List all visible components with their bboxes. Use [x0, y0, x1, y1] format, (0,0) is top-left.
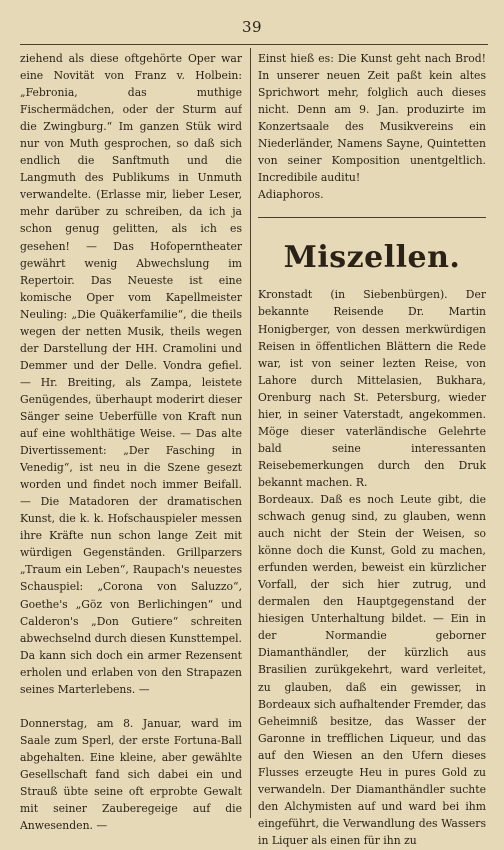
right-column [258, 50, 486, 849]
author-signature: Adiaphoros. [258, 188, 324, 202]
section-heading: Miszellen. [283, 240, 461, 276]
left-column [20, 50, 242, 834]
bordeaux-paragraph: Bordeaux. Daß es noch Leute gibt, die schwach genug sind, zu glauben, wenn auch nicht der Stein der Weisen, so könne doch die Kunst, Gold zu machen, erfunden werden, beweist ein kürzlicher Vorfall, der sich hier zutrug, und dermalen den Hauptgegenstand der hiesigen Unterhaltung bildet. — Ein in der Normandie geborner Diamanthändler, der kürzlich aus Brasilien zurükgekehrt, ward verleitet, zu glauben, daß ein gewisser, in Bordeaux sich aufhaltender Fremder, das Geheimniß besitze, das Wasser der Garonne in trefflichen Liqueur, und das auf den Wiesen an den Ufern dieses Flusses erzeugte Heu in pures Gold zu verwandeln. Der Diamanthändler suchte den Alchymisten auf und ward bei ihm eingeführt, die Verwandlung des Wassers in Liquer als einen für ihn zu [258, 492, 486, 847]
header-rule [20, 44, 488, 45]
concert-paragraph: Einst hieß es: Die Kunst geht nach Brod! In unserer neuen Zeit paßt kein altes Sprichwort mehr, folglich auch dieses nicht. Denn am 9. Jan. produzirte im Konzertsaale des Musikvereins ein Niederländer, Namens Sayne, Quintetten von seiner Komposition unentgeltlich. Incredibile auditu! [258, 52, 486, 185]
column-divider [250, 48, 251, 818]
kronstadt-paragraph: Kronstadt (in Siebenbürgen). Der bekannte Reisende Dr. Martin Honigberger, von dessen merkwürdigen Reisen in öffentlichen Blättern die Rede war, ist von seiner lezten Reise, von Lahore durch Mittelasien, Bukhara, Orenburg nach St. Petersburg, wieder hier, in seiner Vaterstadt, angekommen. Möge dieser vaterländische Gelehrte bald seine interessanten Reisebemerkungen durch den Druk bekannt machen. R. [258, 288, 486, 489]
page-number: 39 [241, 18, 263, 36]
theater-report-paragraph: ziehend als diese oftgehörte Oper war eine Novität von Franz v. Holbein: „Febronia, das muthige Fischermädchen, oder der Sturm auf die Zwingburg.“ Im ganzen Stük wird nur von Muth gesprochen, so daß sich endlich die Sanftmuth und die Langmuth des Publikums in Unmuth verwandelte. (Erlasse mir, lieber Leser, mehr darüber zu schreiben, da ich ja schon genug gelitten, als ich es gesehen! — Das Hofoperntheater gewährt wenig Abwechslung im Repertoir. Das Neueste ist eine komische Oper vom Kapellmeister Neuling: „Die Quäkerfamilie“, die theils wegen der netten Musik, theils wegen der Darstellung der HH. Cramolini und Demmer und der Delle. Vondra gefiel. — Hr. Breiting, als Zampa, leistete Genügendes, überhaupt moderirt dieser Sänger seine Ueberfülle von Kraft nun auf eine wohlthätige Weise. — Das alte Divertissement: „Der Fasching in Venedig“, ist neu in die Szene gesezt worden und findet noch immer Beifall. — Die Matadoren der dramatischen Kunst, die k. k. Hofschauspieler messen ihre Kräfte nun schon lange Zeit mit würdigen Gegenständen. Grillparzers „Traum ein Leben“, Raupach's neuestes Schauspiel: „Corona von Saluzzo“, Goethe's „Göz von Berlichingen“ und Calderon's „Don Gutiere“ schreiten abwechselnd durch diesen Kunsttempel. Da kann sich doch ein armer Rezensent erholen und erlaben von den Strapazen seines Marterlebens. — [20, 52, 242, 696]
section-rule [258, 217, 486, 218]
ball-report-paragraph: Donnerstag, am 8. Januar, ward im Saale zum Sperl, der erste Fortuna-Ball abgehalten. Eine kleine, aber gewählte Gesellschaft fand sich dabei ein und Strauß übte seine oft erprobte Gewalt mit seiner Zauberegeige auf die Anwesenden. — [20, 716, 242, 833]
